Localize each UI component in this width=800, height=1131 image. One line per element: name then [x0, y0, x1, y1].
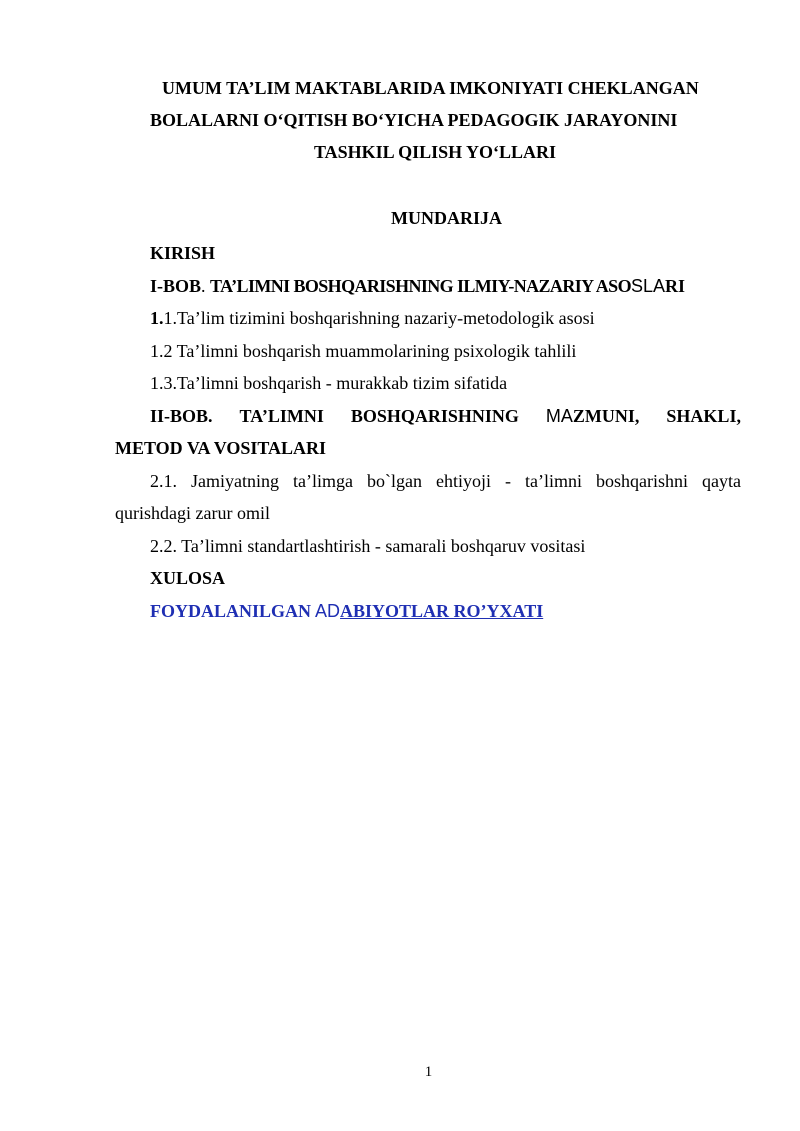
references-link-part-3[interactable]: ABIYOTLAR RO’YXATI [340, 600, 544, 621]
title-line-3: TASHKIL QILISH YO‘LLARI [313, 142, 557, 162]
toc-heading: MUNDARIJA [391, 208, 502, 228]
page-number: 1 [424, 1064, 433, 1080]
chapter-2-word: II-BOB. [150, 405, 213, 426]
references-link-part-2[interactable]: AD [311, 600, 341, 621]
toc-chapter-1 [115, 270, 741, 303]
toc-intro: KIRISH [150, 243, 216, 263]
chapter-1-separator: . [201, 275, 211, 296]
chapter-1-title-c: RI [665, 275, 686, 296]
section-2-1-word: ta’limni [524, 470, 582, 491]
chapter-2-word-ma: MA [545, 405, 573, 426]
toc-section-2-1-line-1 [115, 465, 741, 498]
chapter-1-title-b: SLA [631, 275, 666, 296]
section-2-1-word: Jamiyatning [191, 470, 279, 491]
section-2-1-word: bo`lgan [366, 470, 422, 491]
table-of-contents [115, 237, 741, 627]
chapter-1-label: I-BOB [150, 275, 202, 296]
toc-section-1-1 [115, 302, 741, 335]
section-2-1-word: ehtiyoji [435, 470, 491, 491]
toc-section-1-2: 1.2 Ta’limni boshqarish muammolarining psixologik tahlili [150, 340, 577, 361]
toc-section-1-3: 1.3.Ta’limni boshqarish - murakkab tizim sifatida [150, 373, 508, 393]
chapter-1-title-a: TA’LIMNI BOSHQARISHNING ILMIY-NAZARIY ASO [210, 275, 631, 296]
references-link-part-1[interactable]: FOYDALANILGAN [150, 600, 312, 621]
chapter-2-word-mazmuni [546, 400, 640, 433]
section-2-1-word: qayta [701, 470, 741, 491]
title-line-1: UMUM TA’LIM MAKTABLARIDA IMKONIYATI CHEKLANGAN [162, 78, 699, 98]
section-2-1-word: ta’limga [293, 470, 353, 491]
title-line-2: BOLALARNI O‘QITISH BO‘YICHA PEDAGOGIK JARAYONINI [150, 110, 678, 130]
toc-references-link[interactable] [115, 595, 741, 628]
toc-section-2-1-line-2: qurishdagi zarur omil [115, 503, 270, 523]
chapter-2-word-zmuni: ZMUNI, [572, 405, 640, 426]
section-1-1-number: 1. [150, 308, 164, 328]
section-2-1-word: 2.1. [150, 470, 177, 491]
chapter-2-word: TA’LIMNI [239, 405, 324, 426]
section-2-1-word: boshqarishni [595, 470, 688, 491]
toc-conclusion: XULOSA [150, 568, 226, 588]
toc-chapter-2-line-1 [115, 400, 741, 433]
chapter-2-word: BOSHQARISHNING [350, 405, 519, 426]
chapter-2-word: SHAKLI, [666, 405, 741, 426]
section-2-1-word: - [504, 470, 511, 491]
toc-section-2-2: 2.2. Ta’limni standartlashtirish - samarali boshqaruv vositasi [150, 535, 586, 556]
toc-chapter-2-line-2: METOD VA VOSITALARI [115, 438, 327, 458]
document-title [115, 72, 741, 168]
section-1-1-text: 1.Ta’lim tizimini boshqarishning nazariy-metodologik asosi [163, 308, 595, 328]
